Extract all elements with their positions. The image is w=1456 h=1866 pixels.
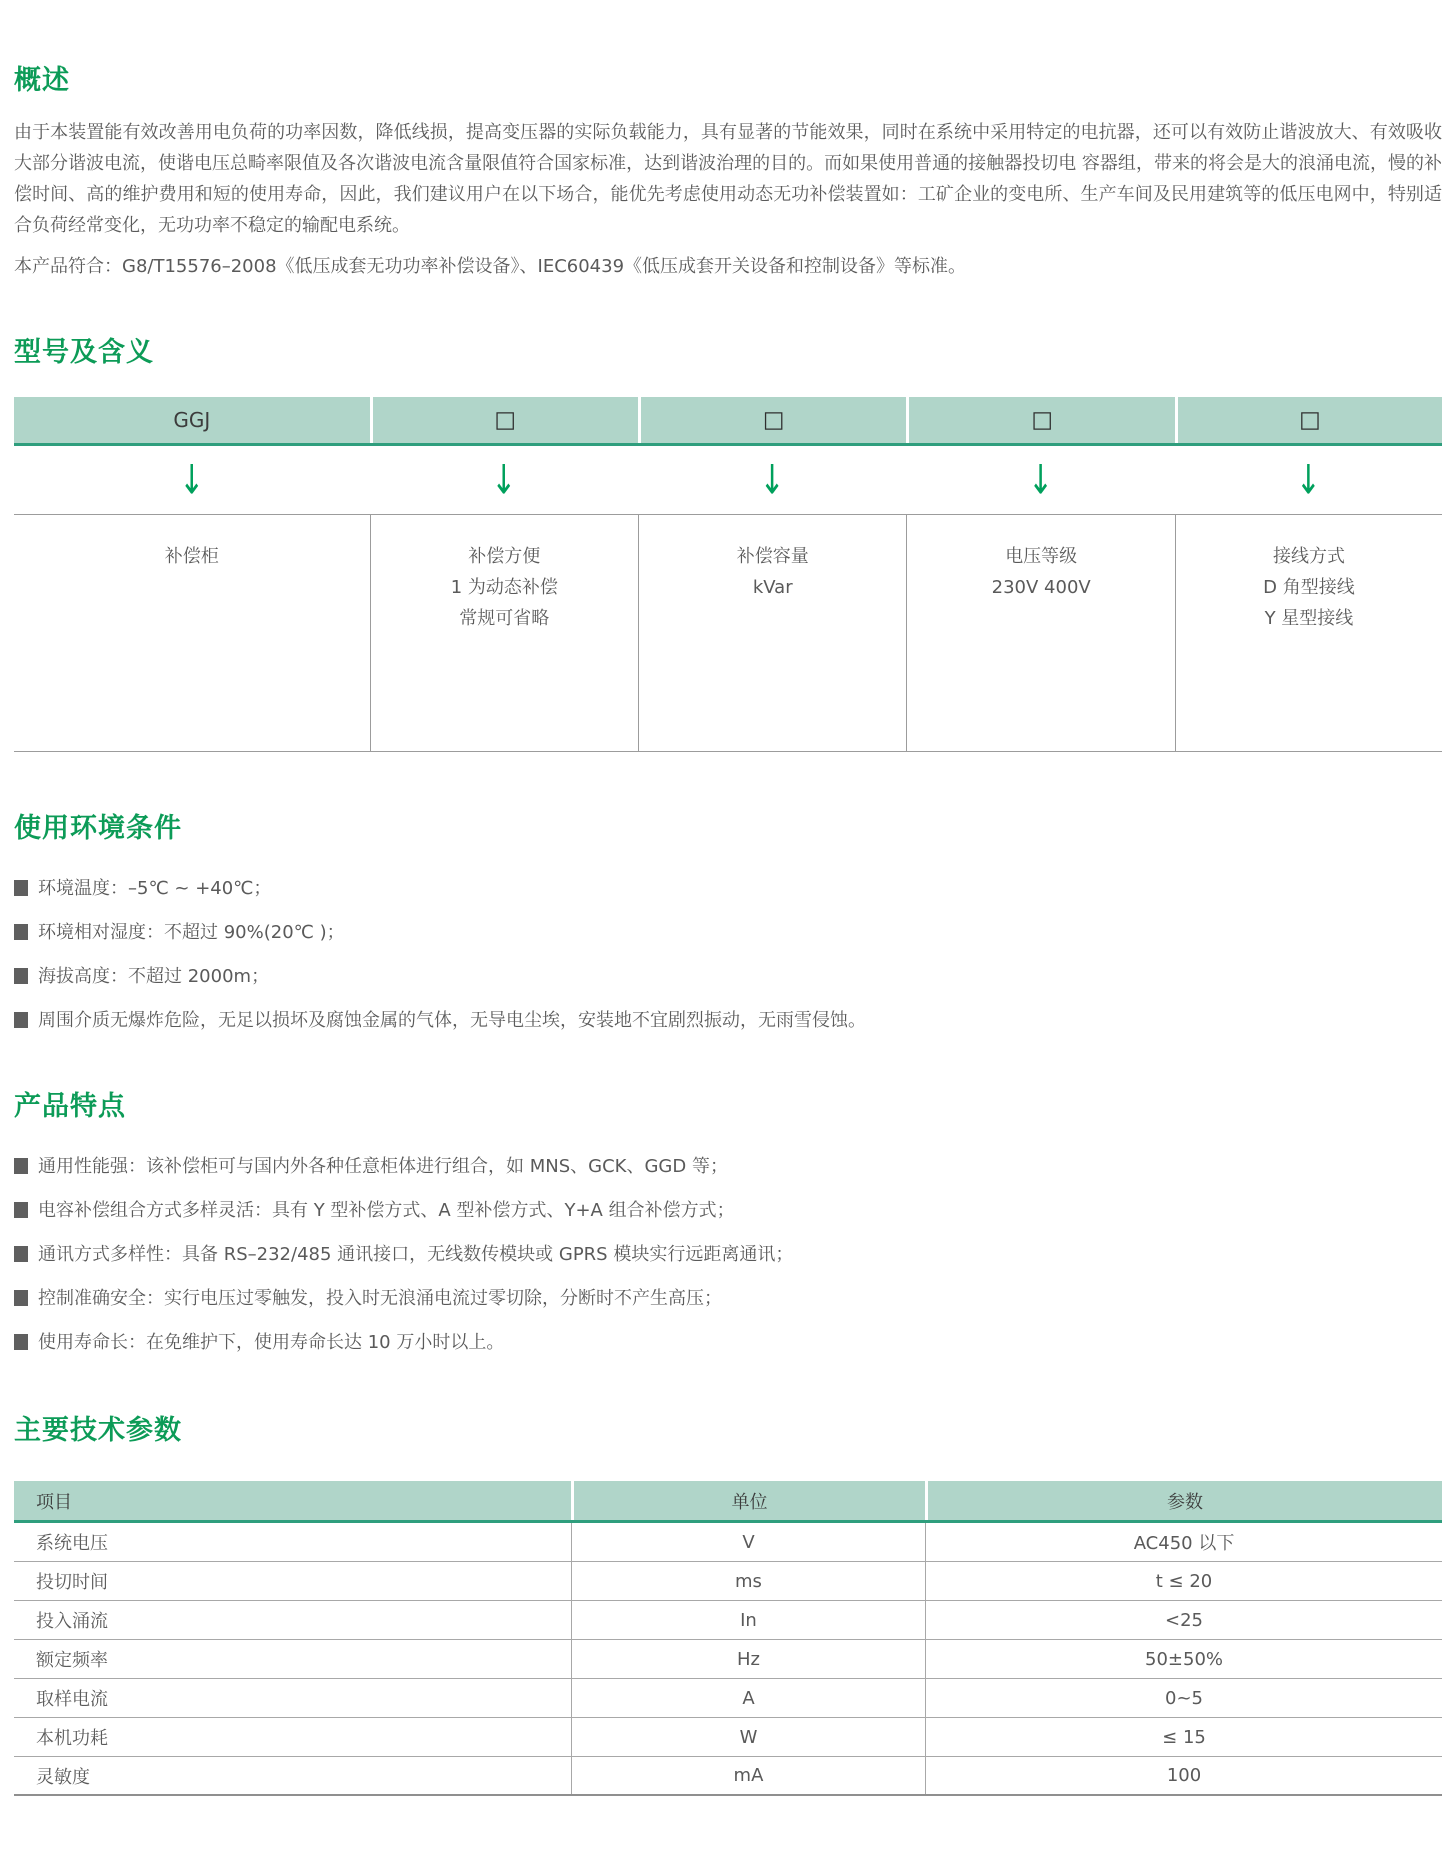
standards-line: 本产品符合：G8/T15576–2008《低压成套无功功率补偿设备》、IEC60439《低压成套开关设备和控制设备》等标准。 — [14, 256, 967, 277]
bullet-square-icon — [14, 1246, 28, 1262]
placeholder-box-icon: □ — [1299, 407, 1321, 433]
catalog-page — [14, 58, 1442, 1796]
column-header: 单位 — [571, 1481, 925, 1520]
params-table-header — [14, 1481, 1442, 1523]
column-header: 项目 — [36, 1491, 72, 1513]
model-desc-cell: 接线方式 D 角型接线 Y 星型接线 — [1175, 515, 1442, 751]
model-desc-cell: 电压等级 230V 400V — [906, 515, 1174, 751]
table-row: 投入涌流 In <25 — [14, 1601, 1442, 1640]
table-row: 系统电压 V AC450 以下 — [14, 1523, 1442, 1562]
bullet-square-icon — [14, 1334, 28, 1350]
overview-heading: 概述 — [14, 65, 70, 96]
params-section — [14, 1408, 1442, 1796]
features-section — [14, 1084, 1442, 1356]
bullet-square-icon — [14, 880, 28, 896]
table-row: 投切时间 ms t ≤ 20 — [14, 1562, 1442, 1601]
bullet-square-icon — [14, 1158, 28, 1174]
overview-paragraph: 由于本装置能有效改善用电负荷的功率因数，降低线损，提高变压器的实际负载能力，具有显著的节能效果，同时在系统中采用特定的电抗器，还可以有效防止谐波放大、有效吸收大部分谐波电流，使谐电压总畸率限值及各次谐波电流含量限值符合国家标准，达到谐波治理的目的。而如果使用普通的接触器投切电 容器组，带来的将会是大的浪涌电流，慢的补偿时间、高的维护费用和短的使用寿命，因此，我们建议用户在以下场合，能优先考虑使用动态无功补偿装置如：工矿企业的变电所、生产车间及民用建筑等的低压电网中，特别适合负荷经常变化，无功功率不稳定的输配电系统。 — [14, 122, 1442, 236]
model-code-cell — [1175, 397, 1442, 443]
bullet-square-icon — [14, 1290, 28, 1306]
model-code-cell — [370, 397, 638, 443]
placeholder-box-icon: □ — [494, 407, 517, 433]
list-item: 电容补偿组合方式多样灵活：具有 Y 型补偿方式、A 型补偿方式、Y+A 组合补偿方式； — [14, 1197, 1442, 1224]
list-item: 环境相对湿度：不超过 90%(20℃ )； — [14, 919, 1442, 946]
placeholder-box-icon: □ — [762, 407, 785, 433]
list-item: 通用性能强：该补偿柜可与国内外各种任意柜体进行组合，如 MNS、GCK、GGD 等； — [14, 1153, 1442, 1180]
table-row: 本机功耗 W ≤ 15 — [14, 1718, 1442, 1757]
model-code-cell — [638, 397, 906, 443]
list-item: 通讯方式多样性：具备 RS–232/485 通讯接口，无线数传模块或 GPRS 模块实行远距离通讯； — [14, 1241, 1442, 1268]
model-arrow-row — [14, 446, 1442, 514]
bullet-square-icon — [14, 968, 28, 984]
list-item: 环境温度：–5℃ ~ +40℃； — [14, 875, 1442, 902]
table-row: 额定频率 Hz 50±50% — [14, 1640, 1442, 1679]
overview-section — [14, 58, 1442, 282]
model-code-ggj: GGJ — [173, 408, 211, 432]
model-description-row — [14, 514, 1442, 752]
model-heading: 型号及含义 — [14, 337, 154, 368]
down-arrow-icon: ↓ — [1295, 456, 1322, 504]
down-arrow-icon: ↓ — [1028, 456, 1054, 504]
environment-heading: 使用环境条件 — [14, 813, 182, 844]
model-code-row — [14, 397, 1442, 446]
model-section — [14, 330, 1442, 752]
placeholder-box-icon: □ — [1031, 407, 1054, 433]
list-item: 控制准确安全：实行电压过零触发，投入时无浪涌电流过零切除，分断时不产生高压； — [14, 1285, 1442, 1312]
column-header: 参数 — [925, 1481, 1442, 1520]
params-heading: 主要技术参数 — [14, 1415, 182, 1446]
bullet-square-icon — [14, 924, 28, 940]
bullet-square-icon — [14, 1202, 28, 1218]
bullet-square-icon — [14, 1012, 28, 1028]
list-item: 海拔高度：不超过 2000m； — [14, 963, 1442, 990]
model-desc-cell: 补偿容量 kVar — [638, 515, 906, 751]
table-row: 取样电流 A 0~5 — [14, 1679, 1442, 1718]
table-row: 灵敏度 mA 100 — [14, 1757, 1442, 1796]
model-desc-cell: 补偿柜 — [164, 546, 219, 567]
model-desc-cell: 补偿方便 1 为动态补偿 常规可省略 — [370, 515, 638, 751]
environment-section — [14, 806, 1442, 1034]
down-arrow-icon: ↓ — [759, 456, 785, 504]
list-item: 周围介质无爆炸危险，无足以损坏及腐蚀金属的气体，无导电尘埃，安装地不宜剧烈振动，无雨雪侵蚀。 — [14, 1007, 1442, 1034]
down-arrow-icon: ↓ — [491, 456, 517, 504]
down-arrow-icon: ↓ — [179, 456, 205, 504]
model-code-cell — [906, 397, 1174, 443]
list-item: 使用寿命长：在免维护下，使用寿命长达 10 万小时以上。 — [14, 1329, 1442, 1356]
features-heading: 产品特点 — [14, 1091, 126, 1122]
